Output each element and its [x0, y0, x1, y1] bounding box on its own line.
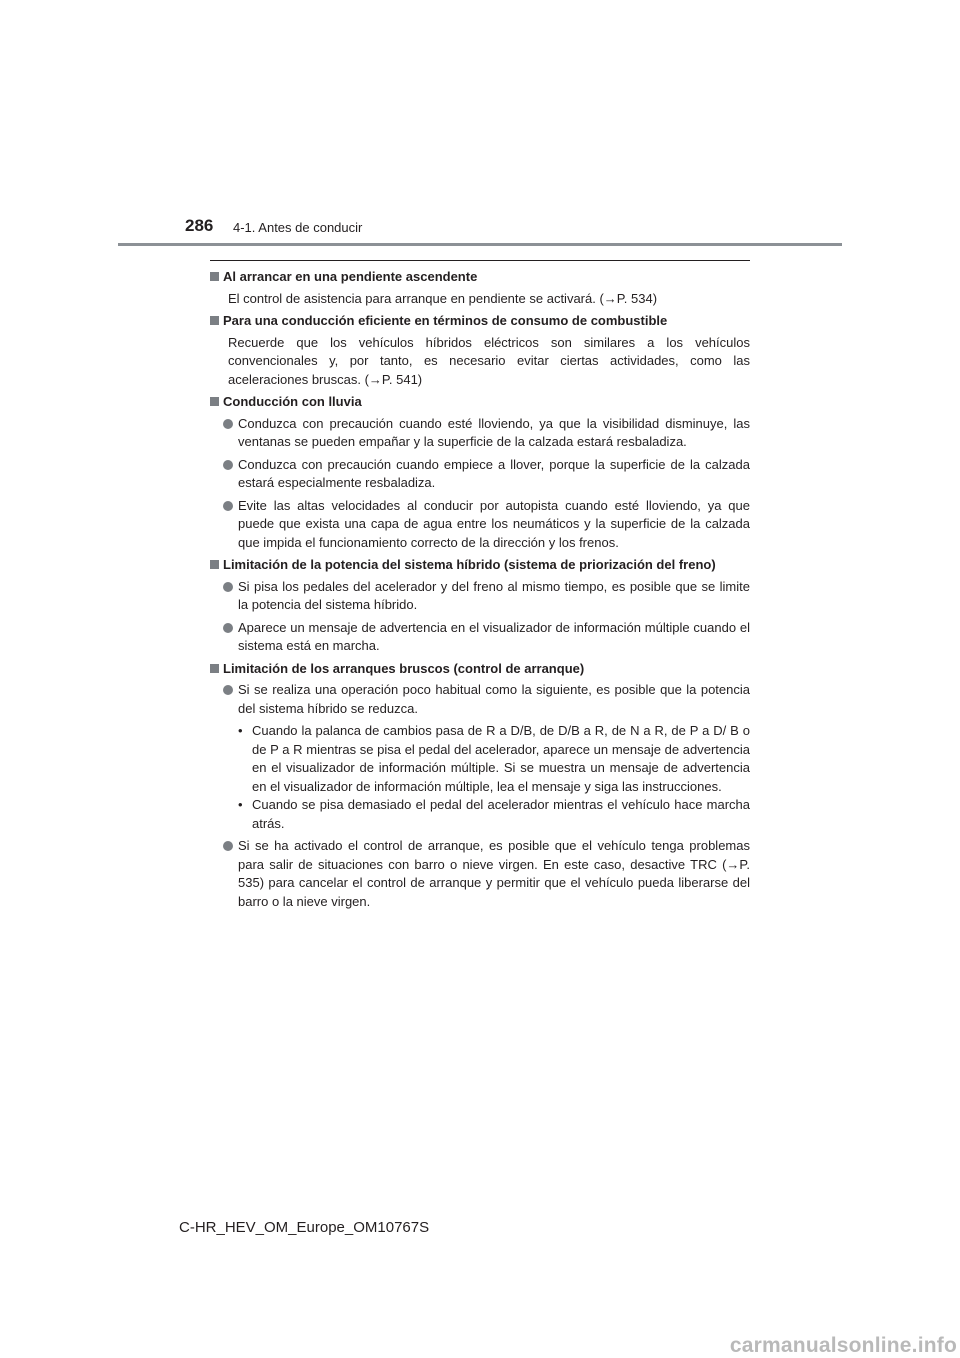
section-title: Para una conducción eficiente en términos de consumo de combustible — [223, 313, 668, 328]
sub-item-text: Cuando se pisa demasiado el pedal del acelerador mientras el vehículo hace marcha atrás. — [252, 797, 750, 831]
round-bullet-icon — [223, 623, 233, 633]
bullet-text: Si pisa los pedales del acelerador y del freno al mismo tiempo, es posible que se limite la potencia del sistema híbrido. — [238, 578, 750, 612]
section-power-limitation — [210, 556, 750, 656]
round-bullet-icon — [223, 685, 233, 695]
round-bullet-icon — [223, 582, 233, 592]
page-content — [210, 268, 750, 915]
square-bullet-icon — [210, 272, 219, 281]
bullet-text: Conduzca con precaución cuando empiece a llover, porque la superficie de la calzada estará especialmente resbaladiza. — [238, 456, 750, 490]
list-item — [210, 456, 750, 493]
round-bullet-icon — [223, 419, 233, 429]
small-dot-icon: • — [238, 797, 243, 812]
bullet-text: Conduzca con precaución cuando esté lloviendo, ya que la visibilidad disminuye, las ventanas se pueden empañar y la superficie de la calzada estará resbaladiza. — [238, 415, 750, 449]
document-code: C-HR_HEV_OM_Europe_OM10767S — [179, 1219, 430, 1236]
round-bullet-icon — [223, 501, 233, 511]
sub-item-text: Cuando la palanca de cambios pasa de R a D/B, de D/B a R, de N a R, de P a D/ B o de P a R mientras se pisa el pedal del acelerador, aparece un mensaje de advertencia en el visualizador de información múltiple. Si se muestra un mensaje de advertencia en el visualizador de información múltiple, lea el mensaje y siga las instrucciones. — [252, 723, 750, 794]
section-hill-start — [210, 268, 750, 308]
section-title: Al arrancar en una pendiente ascendente — [223, 269, 478, 284]
chapter-section-label: 4-1. Antes de conducir — [233, 220, 363, 235]
header-rule — [118, 243, 842, 246]
sub-list-item — [210, 796, 750, 833]
bullet-text: Evite las altas velocidades al conducir por autopista cuando esté lloviendo, ya que puede que exista una capa de agua entre los neumáticos y la superficie de la calzada que impida el funcionamiento correcto de la dirección y los frenos. — [238, 497, 750, 550]
site-watermark: carmanualsonline.info — [729, 1334, 957, 1357]
section-title: Limitación de la potencia del sistema híbrido (sistema de priorización del freno) — [223, 557, 716, 572]
square-bullet-icon — [210, 560, 219, 569]
list-item — [210, 837, 750, 911]
list-item — [210, 681, 750, 718]
section-paragraph: Recuerde que los vehículos híbridos eléctricos son similares a los vehículos convencionales y, por tanto, es necesario evitar ciertas actividades, como las aceleraciones bruscas. (→P. 541) — [228, 334, 750, 387]
section-rain-driving — [210, 393, 750, 552]
square-bullet-icon — [210, 397, 219, 406]
bullet-text: Si se realiza una operación poco habitual como la siguiente, es posible que la potencia del sistema híbrido se reduzca. — [238, 682, 750, 716]
round-bullet-icon — [223, 841, 233, 851]
section-title: Conducción con lluvia — [223, 394, 362, 409]
section-paragraph: El control de asistencia para arranque en pendiente se activará. (→P. 534) — [228, 290, 658, 306]
list-item — [210, 578, 750, 615]
content-top-rule — [210, 260, 750, 261]
list-item — [210, 415, 750, 452]
list-item — [210, 497, 750, 553]
bullet-text: Aparece un mensaje de advertencia en el visualizador de información múltiple cuando el sistema está en marcha. — [238, 619, 750, 653]
section-title: Limitación de los arranques bruscos (control de arranque) — [223, 660, 585, 676]
square-bullet-icon — [210, 664, 219, 673]
small-dot-icon: • — [238, 723, 243, 738]
square-bullet-icon — [210, 316, 219, 325]
list-item — [210, 619, 750, 656]
bullet-text: Si se ha activado el control de arranque, es posible que el vehículo tenga problemas para salir de situaciones con barro o nieve virgen. En este caso, desactive TRC (→P. 535) para cancelar el control de arranque y permitir que el vehículo pueda liberarse del barro o la nieve virgen. — [238, 838, 750, 909]
section-start-control — [210, 660, 750, 912]
section-efficient-driving — [210, 312, 750, 389]
page-number: 286 — [185, 216, 214, 235]
sub-list-item — [210, 722, 750, 796]
round-bullet-icon — [223, 460, 233, 470]
